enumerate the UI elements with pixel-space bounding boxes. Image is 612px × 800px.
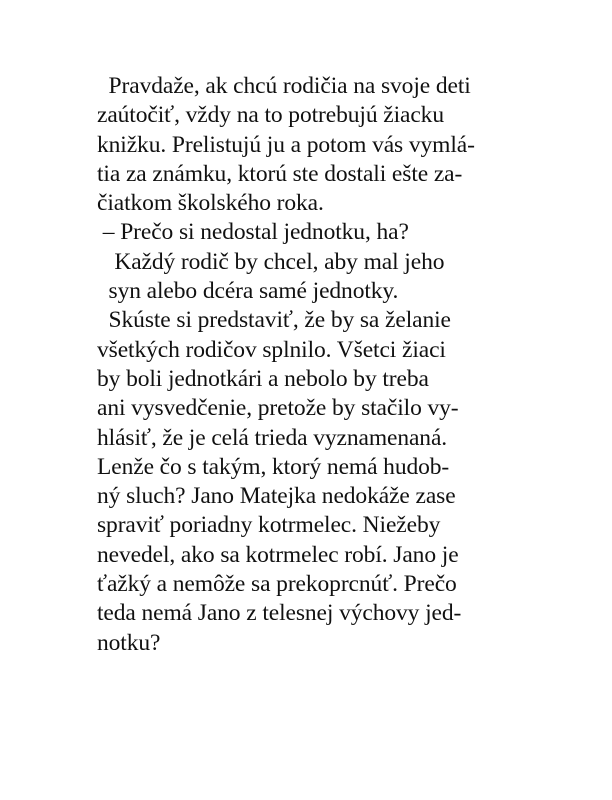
- text-line: spraviť poriadny kotrmelec. Niežeby: [97, 512, 441, 539]
- text-line: Pravdaže, ak chcú rodičia na svoje deti: [97, 73, 471, 99]
- text-line: ani vysvedčenie, pretože by stačilo vy-: [97, 395, 459, 422]
- text-line: ťažký a nemôže sa prekoprcnúť. Prečo: [97, 571, 457, 598]
- text-line: notku?: [97, 629, 161, 656]
- text-line: syn alebo dcéra samé jednotky.: [97, 278, 399, 305]
- text-line: Každý rodič by chcel, aby mal jeho: [97, 248, 445, 275]
- text-line: tia za známku, ktorú ste dostali ešte za-: [97, 160, 463, 187]
- text-line: hlásiť, že je celá trieda vyznamenaná.: [97, 424, 448, 451]
- body-text: [97, 72, 557, 658]
- text-line: teda nemá Jano z telesnej výchovy jed-: [97, 600, 462, 627]
- text-line: Lenže čo s takým, ktorý nemá hudob-: [97, 453, 450, 480]
- text-line: zaútočiť, vždy na to potrebujú žiacku: [97, 102, 444, 129]
- text-line: čiatkom školského roka.: [97, 190, 324, 217]
- text-line: ný sluch? Jano Matejka nedokáže zase: [97, 483, 456, 510]
- text-line: nevedel, ako sa kotrmelec robí. Jano je: [97, 541, 459, 568]
- text-line: by boli jednotkári a nebolo by treba: [97, 365, 429, 392]
- text-line: Skúste si predstaviť, že by sa želanie: [97, 307, 451, 334]
- text-line: knižku. Prelistujú ju a potom vás vymlá-: [97, 131, 475, 158]
- dialogue-line: – Prečo si nedostal jednotku, ha?: [97, 219, 409, 246]
- text-line: všetkých rodičov splnilo. Všetci žiaci: [97, 336, 446, 363]
